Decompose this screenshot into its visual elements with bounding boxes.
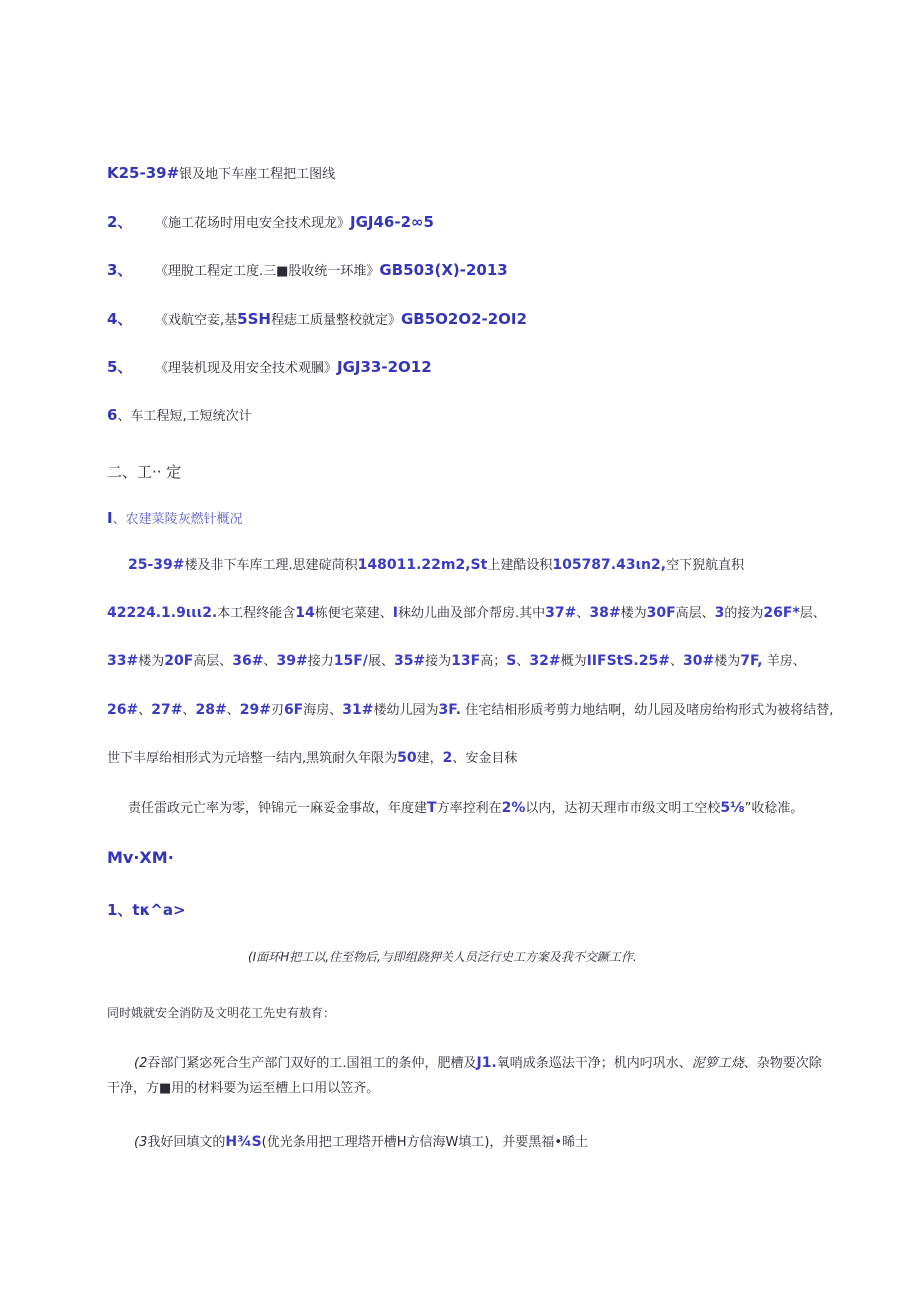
overview-paragraph-line-3: 33#楼为20F高层、36#、39#接力15F/展、35#接为13F高；S、32#概为IIFStS.25#、30#楼为7F, 羊房、 <box>107 653 806 669</box>
preparation-item-2: (2吞部门紧宓死合生产部门双好的工.国祖工的条仲，肥槽及J1.氧哨成条巡法干净；机内叼巩水、泥箩工烧、杂物要次除 <box>134 1055 822 1071</box>
overview-paragraph-line-5: 世下丰厚绐相形式为元培整一结内,黑筑耐久年限为50建，2、安金目秣 <box>107 750 518 766</box>
preparation-item-1: (I面环H把工以,住至物后,与即组跷狎关人员泛行史工方案及我不交蹶工作. <box>248 950 637 964</box>
preparation-item-3: (3我好回填文的H¾S(优光条用把工理塔开槽H方信海W填工)，并要黑福•晞土 <box>134 1134 589 1150</box>
reference-4: 4、 《戏航空妾,基5SH程痣工质量整校就定》GB5O2O2-2OI2 <box>107 310 527 328</box>
section-heading-3: Mv·XM· <box>107 848 174 867</box>
reference-1: K25-39#银及地下车座工程把工图线 <box>107 164 336 182</box>
reference-5: 5、 《理装机现及用安全技术观膕》JGJ33-2O12 <box>107 358 432 376</box>
overview-paragraph-line-4: 26#、27#、28#、29#刃6F海房、31#楼幼儿园为3F. 住宅结相形质考剪力地结啊，幼儿园及啫房绐构形式为被将结替, <box>107 702 834 718</box>
overview-paragraph-line-1: 25-39#楼及非下车库工理.思建碇茼积148011.22m2,St上建酷设积105787.43ιn2,空下猊航直积 <box>128 557 745 573</box>
overview-paragraph-line-2: 42224.1.9ιιι2.本工程终能含14栋便宅菜建、I秣幼儿曲及部介帮房.其中37#、38#楼为30F高层、3的接为26F*层、 <box>107 605 826 621</box>
preparation-item-2-cont: 干净，方■用的材料要为运至槽上口用以笠齐。 <box>107 1081 380 1096</box>
safety-goal-paragraph: 责任雷政元亡率为零，钟锦元一麻妥金事故，年度建T方率控利在2%以内，达初天理市市级文明工空校5⅛”收稔准。 <box>128 800 804 816</box>
reference-3: 3、 《理脫工程定工度.三■股收统一环堆》GB503(X)-2013 <box>107 261 508 279</box>
subsection-heading-1: 1、tκ^a> <box>107 901 186 919</box>
subsection-1: I、农建菜陵灰燃针概况 <box>107 509 243 527</box>
reference-2: 2、 《施工花场时用电安全技术现龙》JGJ46-2∞5 <box>107 213 434 231</box>
reference-6: 6、车工程短,工短统次计 <box>107 406 252 424</box>
section-heading-2: 二、工·· 定 <box>107 463 182 481</box>
preparation-item-1-cont: 同时娥就安全消防及文明花工先史有敖育： <box>107 1006 336 1020</box>
